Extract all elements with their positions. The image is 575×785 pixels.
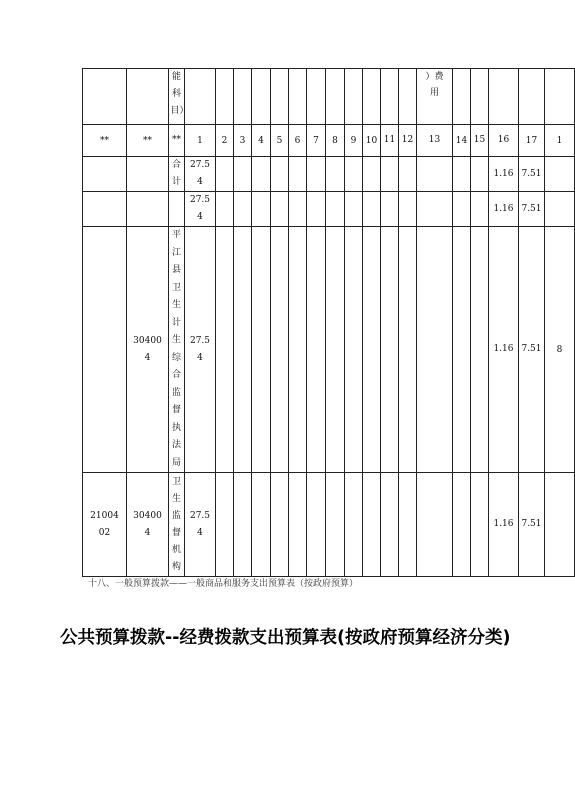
header-index-cell: 11 xyxy=(381,125,399,157)
functional-code-cell xyxy=(83,192,127,227)
amount-cell: 27.54 xyxy=(185,227,216,473)
budget-table xyxy=(82,68,575,577)
amount-cell: 1.16 xyxy=(489,192,519,227)
header-fees-cell: ）费用 xyxy=(417,69,453,125)
header-index-cell: 7 xyxy=(307,125,326,157)
unit-code-cell: 304004 xyxy=(127,227,169,473)
amount-cell: 27.54 xyxy=(185,192,216,227)
header-index-cell: 2 xyxy=(216,125,234,157)
header-econ-cell: 能科目） xyxy=(169,69,185,125)
amount-cell: 1.16 xyxy=(489,157,519,192)
page-title: 公共预算拨款--经费拨款支出预算表(按政府预算经济分类) xyxy=(60,628,511,648)
header-index-cell: ** xyxy=(127,125,169,157)
functional-code-cell xyxy=(83,157,127,192)
functional-code-cell xyxy=(83,227,127,473)
header-index-cell: 14 xyxy=(453,125,471,157)
amount-cell: 27.54 xyxy=(185,157,216,192)
table-row-institution xyxy=(83,473,575,577)
budget-table-fragment xyxy=(82,68,563,572)
item-name-cell xyxy=(169,192,185,227)
header-index-cell: 15 xyxy=(471,125,489,157)
header-index-cell: 10 xyxy=(363,125,381,157)
header-index-cell: 9 xyxy=(345,125,363,157)
table-row-subtotal xyxy=(83,192,575,227)
header-index-cell: 13 xyxy=(417,125,453,157)
table-row-department xyxy=(83,227,575,473)
header-index-cell: 4 xyxy=(252,125,271,157)
header-index-cell: 17 xyxy=(519,125,545,157)
amount-cell: 7.51 xyxy=(519,227,545,473)
section-caption: 十八、一般预算拨款——一般商品和服务支出预算表（按政府预算） xyxy=(88,579,359,589)
item-name-cell: 平江县卫生计生综合监督执法局 xyxy=(169,227,185,473)
item-name-cell: 卫生监督机构 xyxy=(169,473,185,577)
amount-cell xyxy=(545,157,575,192)
header-index-cell: 16 xyxy=(489,125,519,157)
unit-code-cell: 304004 xyxy=(127,473,169,577)
amount-cell: 1.16 xyxy=(489,473,519,577)
header-index-cell: 1 xyxy=(545,125,575,157)
header-index-cell: 5 xyxy=(271,125,289,157)
unit-code-cell xyxy=(127,157,169,192)
header-index-row xyxy=(83,125,575,157)
functional-code-cell: 2100402 xyxy=(83,473,127,577)
header-index-cell: ** xyxy=(169,125,185,157)
header-top-row xyxy=(83,69,575,125)
amount-cell: 7.51 xyxy=(519,473,545,577)
header-index-cell: 3 xyxy=(234,125,252,157)
unit-code-cell xyxy=(127,192,169,227)
header-index-cell: 1 xyxy=(185,125,216,157)
header-index-cell: 8 xyxy=(326,125,345,157)
amount-cell: 7.51 xyxy=(519,157,545,192)
amount-cell: 1.16 xyxy=(489,227,519,473)
amount-cell: 8 xyxy=(545,227,575,473)
amount-cell: 7.51 xyxy=(519,192,545,227)
amount-cell: 27.54 xyxy=(185,473,216,577)
item-name-cell: 合计 xyxy=(169,157,185,192)
table-row-total xyxy=(83,157,575,192)
header-index-cell: 6 xyxy=(289,125,307,157)
header-index-cell: ** xyxy=(83,125,127,157)
header-index-cell: 12 xyxy=(399,125,417,157)
amount-cell xyxy=(545,473,575,577)
amount-cell xyxy=(545,192,575,227)
